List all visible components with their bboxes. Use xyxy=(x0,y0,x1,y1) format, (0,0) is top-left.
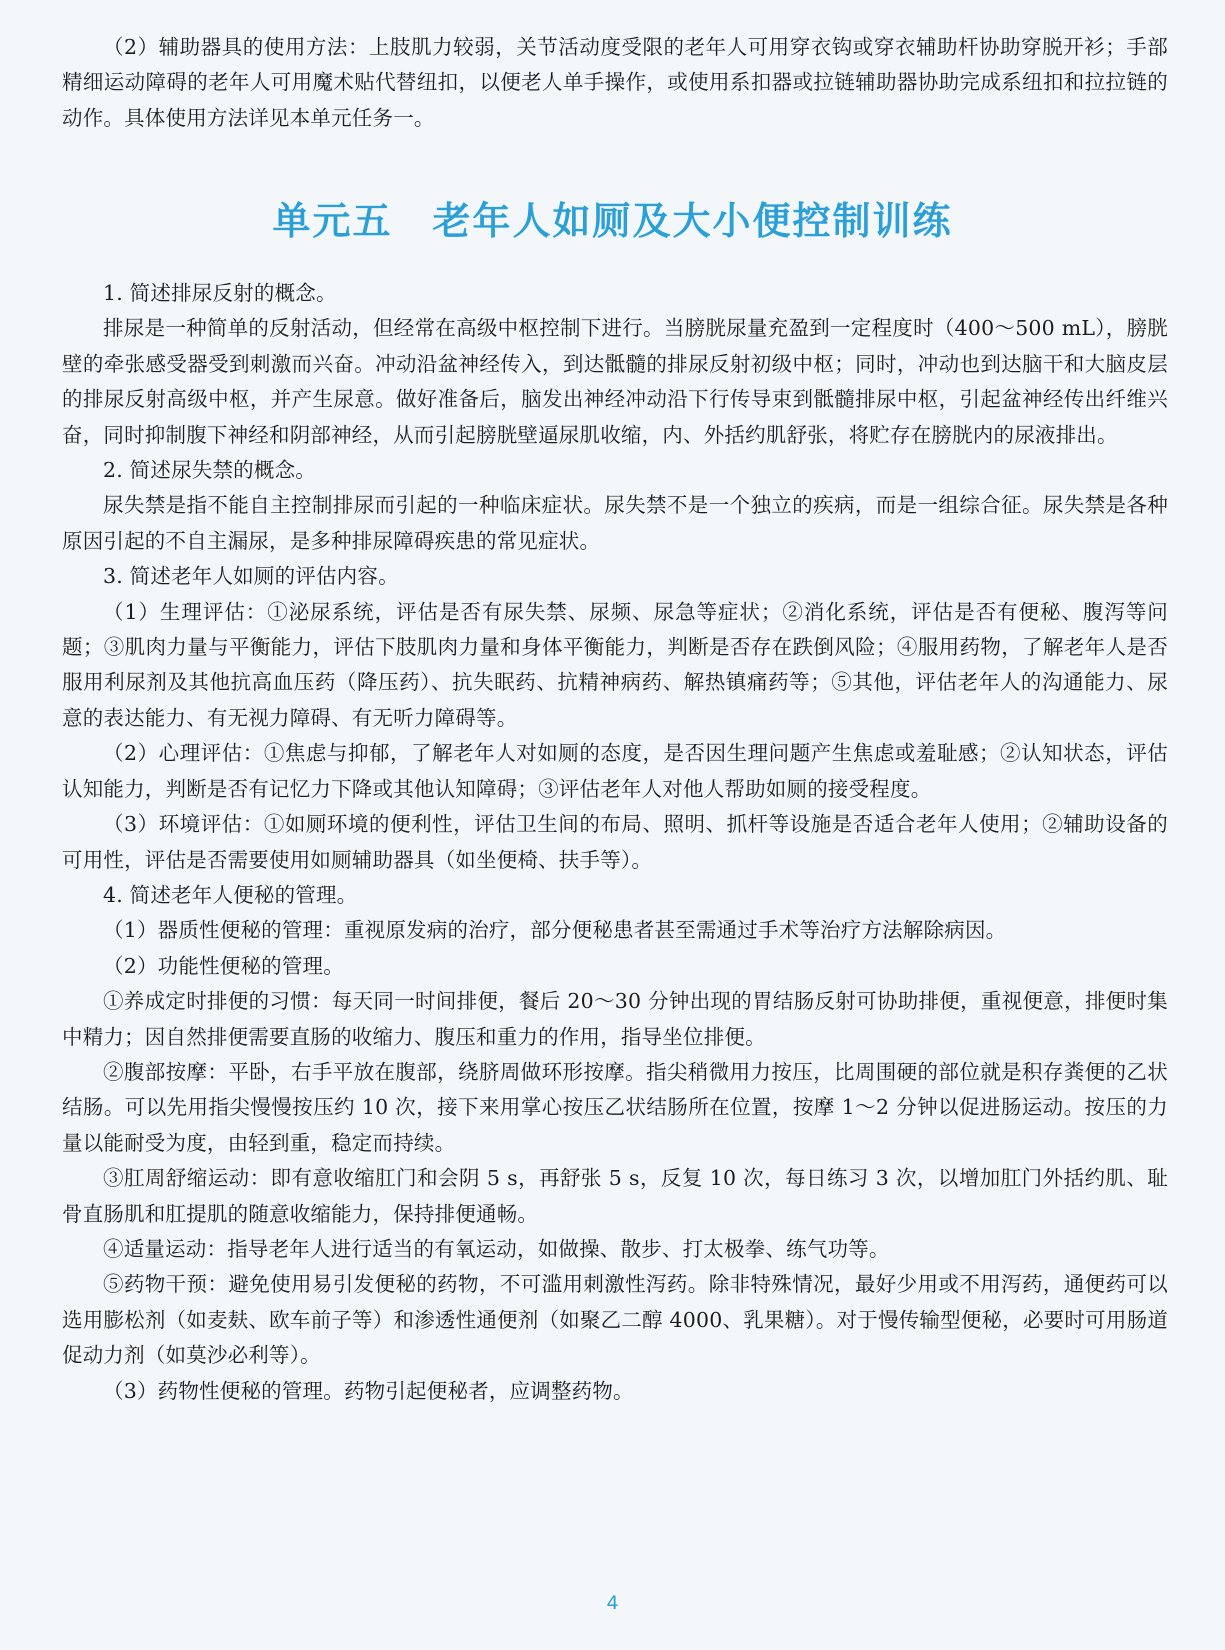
paragraph: （1）器质性便秘的管理：重视原发病的治疗，部分便秘患者甚至需通过手术等治疗方法解除病因。 xyxy=(103,918,1007,943)
paragraph: 2. 简述尿失禁的概念。 xyxy=(103,458,316,483)
paragraph: （3）药物性便秘的管理。药物引起便秘者，应调整药物。 xyxy=(103,1378,634,1403)
paragraph: 3. 简述老年人如厕的评估内容。 xyxy=(103,564,399,589)
paragraph: 4. 简述老年人便秘的管理。 xyxy=(103,882,358,907)
unit-body xyxy=(62,276,1168,1409)
paragraph: ④适量运动：指导老年人进行适当的有氧运动，如做操、散步、打太极拳、练气功等。 xyxy=(103,1236,890,1261)
top-section xyxy=(62,30,1168,136)
paragraph: ①养成定时排便的习惯：每天同一时间排便，餐后 20～30 分钟出现的胃结肠反射可协助排便，重视便意，排便时集中精力；因自然排便需要直肠的收缩力、腹压和重力的作用，指导坐位排便。 xyxy=(62,989,1168,1049)
paragraph: （2）心理评估：①焦虑与抑郁，了解老年人对如厕的态度，是否因生理问题产生焦虑或羞耻感；②认知状态，评估认知能力，判断是否有记忆力下降或其他认知障碍；③评估老年人对他人帮助如厕的接受程度。 xyxy=(62,741,1168,801)
paragraph: （1）生理评估：①泌尿系统，评估是否有尿失禁、尿频、尿急等症状；②消化系统，评估是否有便秘、腹泻等问题；③肌肉力量与平衡能力，评估下肢肌肉力量和身体平衡能力，判断是否存在跌倒风险；④服用药物，了解老年人是否服用利尿剂及其他抗高血压药（降压药）、抗失眠药、抗精神病药、解热镇痛药等；⑤其他，评估老年人的沟通能力、尿意的表达能力、有无视力障碍、有无听力障碍等。 xyxy=(62,599,1168,730)
paragraph: 1. 简述排尿反射的概念。 xyxy=(103,281,337,305)
paragraph: ③肛周舒缩运动：即有意收缩肛门和会阴 5 s，再舒张 5 s，反复 10 次，每日练习 3 次，以增加肛门外括约肌、耻骨直肠肌和肛提肌的随意收缩能力，保持排便通畅。 xyxy=(62,1166,1168,1226)
paragraph: 尿失禁是指不能自主控制排尿而引起的一种临床症状。尿失禁不是一个独立的疾病，而是一组综合征。尿失禁是各种原因引起的不自主漏尿，是多种排尿障碍疾患的常见症状。 xyxy=(62,493,1168,553)
page-number: 4 xyxy=(606,1592,619,1614)
paragraph: ⑤药物干预：避免使用易引发便秘的药物，不可滥用刺激性泻药。除非特殊情况，最好少用或不用泻药，通便药可以选用膨松剂（如麦麸、欧车前子等）和渗透性通便剂（如聚乙二醇 4000、乳果糖）。对于慢传输型便秘，必要时可用肠道促动力剂（如莫沙必利等）。 xyxy=(62,1272,1168,1368)
paragraph: （2）功能性便秘的管理。 xyxy=(103,953,344,978)
paragraph: ②腹部按摩：平卧，右手平放在腹部，绕脐周做环形按摩。指尖稍微用力按压，比周围硬的部位就是积存粪便的乙状结肠。可以先用指尖慢慢按压约 10 次，接下来用掌心按压乙状结肠所在位置，按摩 1～2 分钟以促进肠运动。按压的力量以能耐受为度，由轻到重，稳定而持续。 xyxy=(62,1059,1168,1155)
paragraph-assistive-devices: （2）辅助器具的使用方法：上肢肌力较弱，关节活动度受限的老年人可用穿衣钩或穿衣辅助杆协助穿脱开衫；手部精细运动障碍的老年人可用魔术贴代替纽扣，以便老人单手操作，或使用系扣器或拉链辅助器协助完成系纽扣和拉拉链的动作。具体使用方法详见本单元任务一。 xyxy=(62,35,1168,130)
unit-title: 单元五 老年人如厕及大小便控制训练 xyxy=(272,199,953,243)
paragraph: 排尿是一种简单的反射活动，但经常在高级中枢控制下进行。当膀胱尿量充盈到一定程度时（400～500 mL），膀胱壁的牵张感受器受到刺激而兴奋。冲动沿盆神经传入，到达骶髓的排尿反射初级中枢；同时，冲动也到达脑干和大脑皮层的排尿反射高级中枢，并产生尿意。做好准备后，脑发出神经冲动沿下行传导束到骶髓排尿中枢，引起盆神经传出纤维兴奋，同时抑制腹下神经和阴部神经，从而引起膀胱壁逼尿肌收缩，内、外括约肌舒张，将贮存在膀胱内的尿液排出。 xyxy=(62,316,1168,447)
paragraph: （3）环境评估：①如厕环境的便利性，评估卫生间的布局、照明、抓杆等设施是否适合老年人使用；②辅助设备的可用性，评估是否需要使用如厕辅助器具（如坐便椅、扶手等）。 xyxy=(62,812,1168,872)
